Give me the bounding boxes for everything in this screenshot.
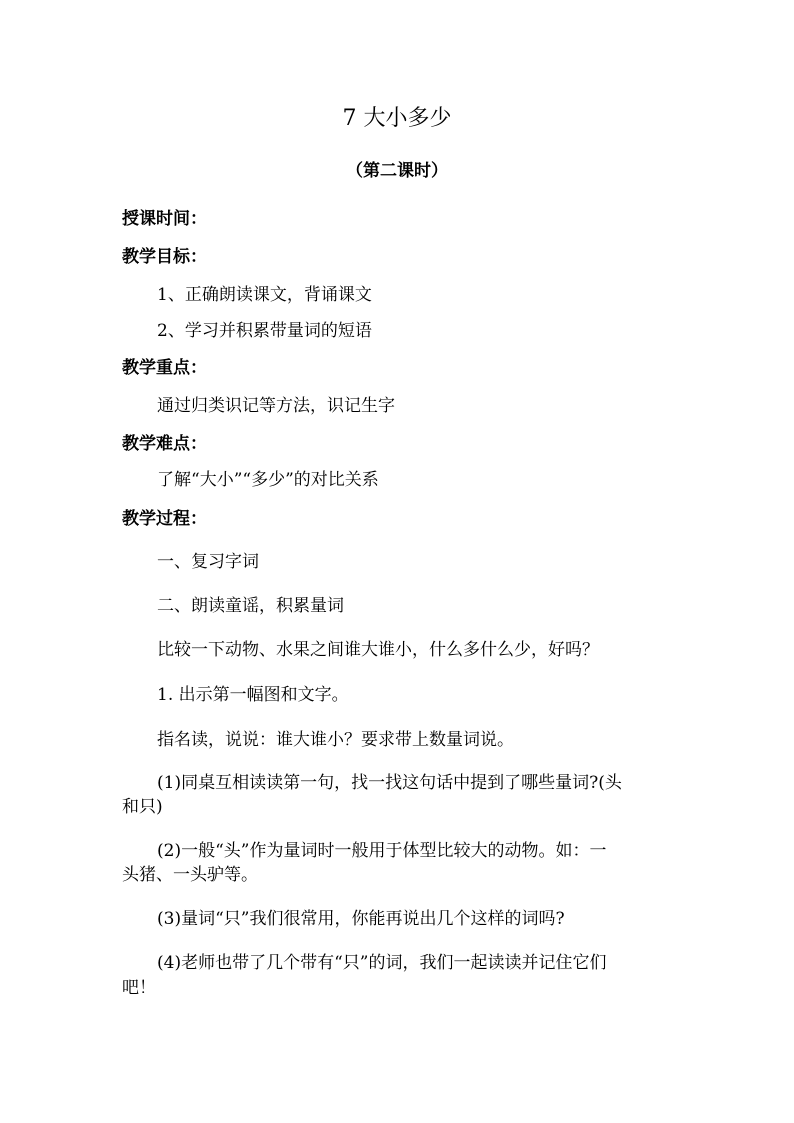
question-line: (2)一般“头”作为量词时一般用于体型比较大的动物。如：一 — [157, 841, 607, 861]
process-step: 二、朗读童谣，积累量词 — [157, 596, 344, 616]
page-subtitle: （第二课时） — [346, 161, 448, 181]
difficulty-heading: 教学难点： — [122, 434, 207, 454]
difficulty-text: 了解“大小”“多少”的对比关系 — [157, 470, 379, 490]
key-point-text: 通过归类识记等方法，识记生字 — [157, 396, 395, 416]
time-heading: 授课时间： — [122, 209, 207, 229]
process-substep: 1. 出示第一幅图和文字。 — [157, 685, 349, 705]
page-title: 7 大小多少 — [342, 106, 452, 131]
question-line: (4)老师也带了几个带有“只”的词，我们一起读读并记住它们 — [157, 953, 607, 973]
process-paragraph: 指名读，说说：谁大谁小？要求带上数量词说。 — [157, 730, 514, 750]
question-line: 吧！ — [122, 978, 156, 998]
goals-heading: 教学目标： — [122, 247, 207, 267]
goal-item: 2、学习并积累带量词的短语 — [157, 321, 372, 341]
question-line: 头猪、一头驴等。 — [122, 865, 258, 885]
question-line: 和只) — [122, 797, 163, 817]
process-paragraph: 比较一下动物、水果之间谁大谁小，什么多什么少，好吗？ — [157, 640, 599, 660]
process-step: 一、复习字词 — [157, 552, 259, 572]
question-line: (3)量词“只”我们很常用，你能再说出几个这样的词吗? — [157, 909, 565, 929]
process-heading: 教学过程： — [122, 509, 207, 529]
key-heading: 教学重点： — [122, 358, 207, 378]
goal-item: 1、正确朗读课文，背诵课文 — [157, 285, 372, 305]
question-line: (1)同桌互相读读第一句，找一找这句话中提到了哪些量词?(头 — [157, 773, 622, 793]
